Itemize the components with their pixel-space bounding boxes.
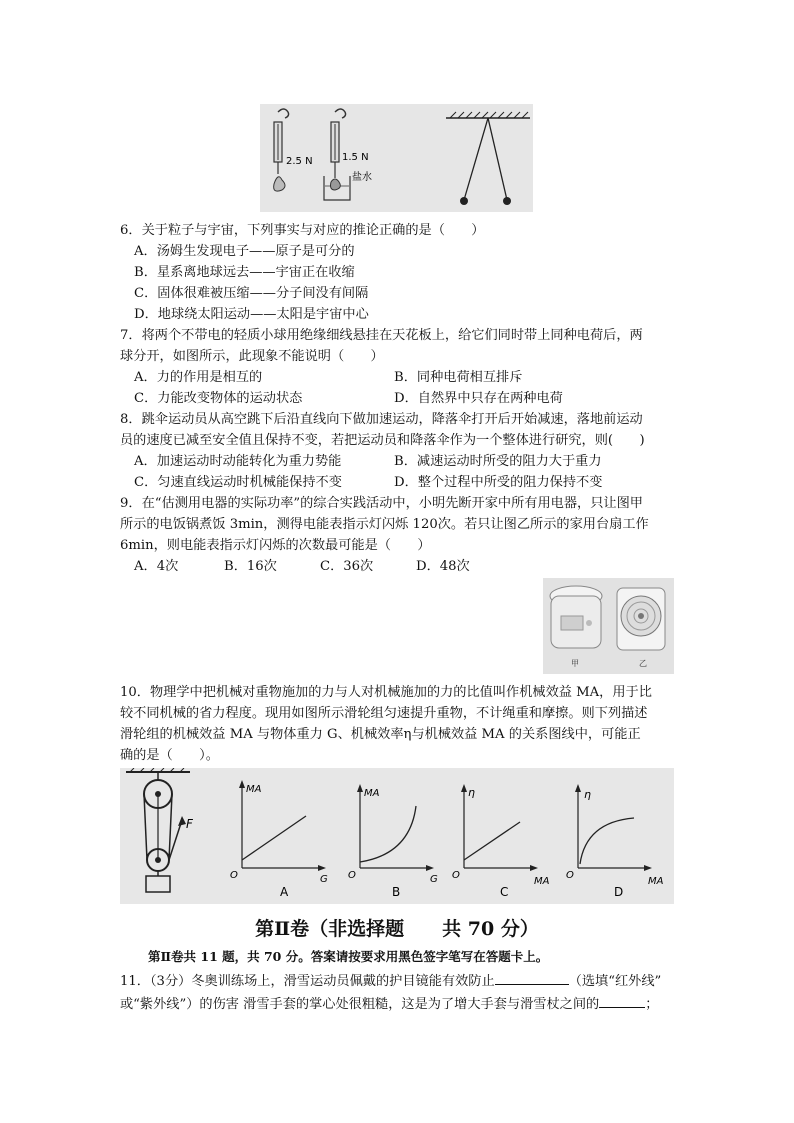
- svg-text:A: A: [280, 885, 289, 899]
- svg-text:MA: MA: [246, 784, 262, 795]
- q10-stem-line-4: 确的是（ ）。: [120, 748, 219, 763]
- section-2-note: 第Ⅱ卷共 11 题，共 70 分。答案请按要求用黑色签字笔写在答题卡上。: [148, 949, 549, 964]
- q11-text-part-2: （选填“红外线”: [568, 974, 662, 989]
- q6-stem: 6．关于粒子与宇宙，下列事实与对应的推论正确的是（ ）: [120, 223, 485, 238]
- q7-stem-line-1: 7．将两个不带电的轻质小球用绝缘细线悬挂在天花板上，给它们同时带上同种电荷后，两: [120, 328, 643, 343]
- q10-force-label: F: [186, 817, 193, 831]
- q6-option-a: A．汤姆生发现电子——原子是可分的: [134, 244, 355, 259]
- q9-label-yi: 乙: [639, 659, 647, 668]
- q6-option-d: D．地球绕太阳运动——太阳是宇宙中心: [134, 307, 369, 322]
- salt-water-label: 盐水: [352, 172, 372, 183]
- svg-text:D: D: [614, 885, 624, 899]
- q11-text-part-1: 11．（3分）冬奥训练场上，滑雪运动员佩戴的护目镜能有效防止: [120, 974, 495, 989]
- q11-text-part-4: ；: [645, 997, 659, 1012]
- q10-figure-strip: [120, 768, 674, 904]
- q10-figure-drawing: [120, 768, 674, 904]
- q11-blank-1[interactable]: [495, 970, 569, 985]
- q9-stem-line-3: 6min，则电能表指示灯闪烁的次数最可能是（ ）: [120, 538, 431, 553]
- q8-stem-line-1: 8．跳伞运动员从高空跳下后沿直线向下做加速运动，降落伞打开后开始减速，落地前运动: [120, 412, 643, 427]
- q11-line-2: [120, 993, 658, 1015]
- q9-option-b: B．16次: [224, 559, 277, 574]
- q10-stem-line-3: 滑轮组的机械效益 MA 与物体重力 G、机械效率η与机械效益 MA 的关系图线中，可能正: [120, 727, 641, 742]
- svg-text:η: η: [584, 788, 591, 801]
- q9-label-jia: 甲: [571, 659, 579, 668]
- q9-stem-line-1: 9．在“估测用电器的实际功率”的综合实践活动中，小明先断开家中所有用电器，只让图甲: [120, 496, 643, 511]
- svg-text:C: C: [500, 885, 509, 899]
- graph-c: [452, 784, 550, 899]
- q8-stem-line-2: 员的速度已减至安全值且保持不变，若把运动员和降落伞作为一个整体进行研究，则( ): [120, 433, 645, 448]
- q10-stem-line-2: 较不同机械的省力程度。现用如图所示滑轮组匀速提升重物，不计绳重和摩擦。则下列描述: [120, 706, 648, 721]
- svg-text:G: G: [430, 874, 438, 885]
- q8-option-c: C．匀速直线运动时机械能保持不变: [134, 475, 342, 490]
- q11-line-1: [120, 970, 661, 992]
- graph-d: [566, 784, 664, 899]
- section-2-title: 第Ⅱ卷（非选择题 共 70 分）: [255, 918, 539, 940]
- q7-option-a: A．力的作用是相互的: [134, 370, 263, 385]
- q7-stem-line-2: 球分开，如图所示，此现象不能说明（ ）: [120, 349, 384, 364]
- q9-stem-line-2: 所示的电饭锅煮饭 3min，测得电能表指示灯闪烁 120次。若只让图乙所示的家用台扇工作: [120, 517, 649, 532]
- svg-text:MA: MA: [364, 788, 380, 799]
- svg-text:O: O: [230, 870, 238, 881]
- q10-stem-line-1: 10．物理学中把机械对重物施加的力与人对机械施加的力的比值叫作机械效益 MA，用于比: [120, 685, 652, 700]
- scale-1-label: 2.5 N: [286, 156, 313, 167]
- q9-option-c: C．36次: [320, 559, 374, 574]
- q9-appliance-photo: [543, 578, 674, 674]
- svg-text:O: O: [566, 870, 574, 881]
- q6-option-c: C．固体很难被压缩——分子间没有间隔: [134, 286, 369, 301]
- q9-option-a: A．4次: [134, 559, 179, 574]
- svg-text:B: B: [392, 885, 401, 899]
- svg-text:η: η: [468, 786, 475, 799]
- svg-text:O: O: [452, 870, 460, 881]
- svg-text:MA: MA: [534, 876, 550, 887]
- q8-option-b: B．减速运动时所受的阻力大于重力: [394, 454, 602, 469]
- scale-2-label: 1.5 N: [342, 152, 369, 163]
- graph-a: [230, 780, 328, 899]
- q8-option-d: D．整个过程中所受的阻力保持不变: [394, 475, 603, 490]
- svg-text:O: O: [348, 870, 356, 881]
- q9-option-d: D．48次: [416, 559, 470, 574]
- top-figure: [260, 104, 533, 212]
- q11-text-part-3: 或“紫外线”）的伤害 滑雪手套的掌心处很粗糙，这是为了增大手套与滑雪杖之间的: [120, 997, 600, 1012]
- svg-text:G: G: [320, 874, 328, 885]
- q7-option-d: D．自然界中只存在两种电荷: [394, 391, 563, 406]
- q9-appliance-drawing: [543, 578, 674, 674]
- svg-text:MA: MA: [648, 876, 664, 887]
- q11-blank-2[interactable]: [599, 993, 645, 1008]
- q7-option-c: C．力能改变物体的运动状态: [134, 391, 303, 406]
- graph-b: [348, 784, 438, 899]
- top-figure-drawing: [260, 104, 533, 212]
- q7-option-b: B．同种电荷相互排斥: [394, 370, 523, 385]
- q6-option-b: B．星系离地球远去——宇宙正在收缩: [134, 265, 355, 280]
- q8-option-a: A．加速运动时动能转化为重力势能: [134, 454, 342, 469]
